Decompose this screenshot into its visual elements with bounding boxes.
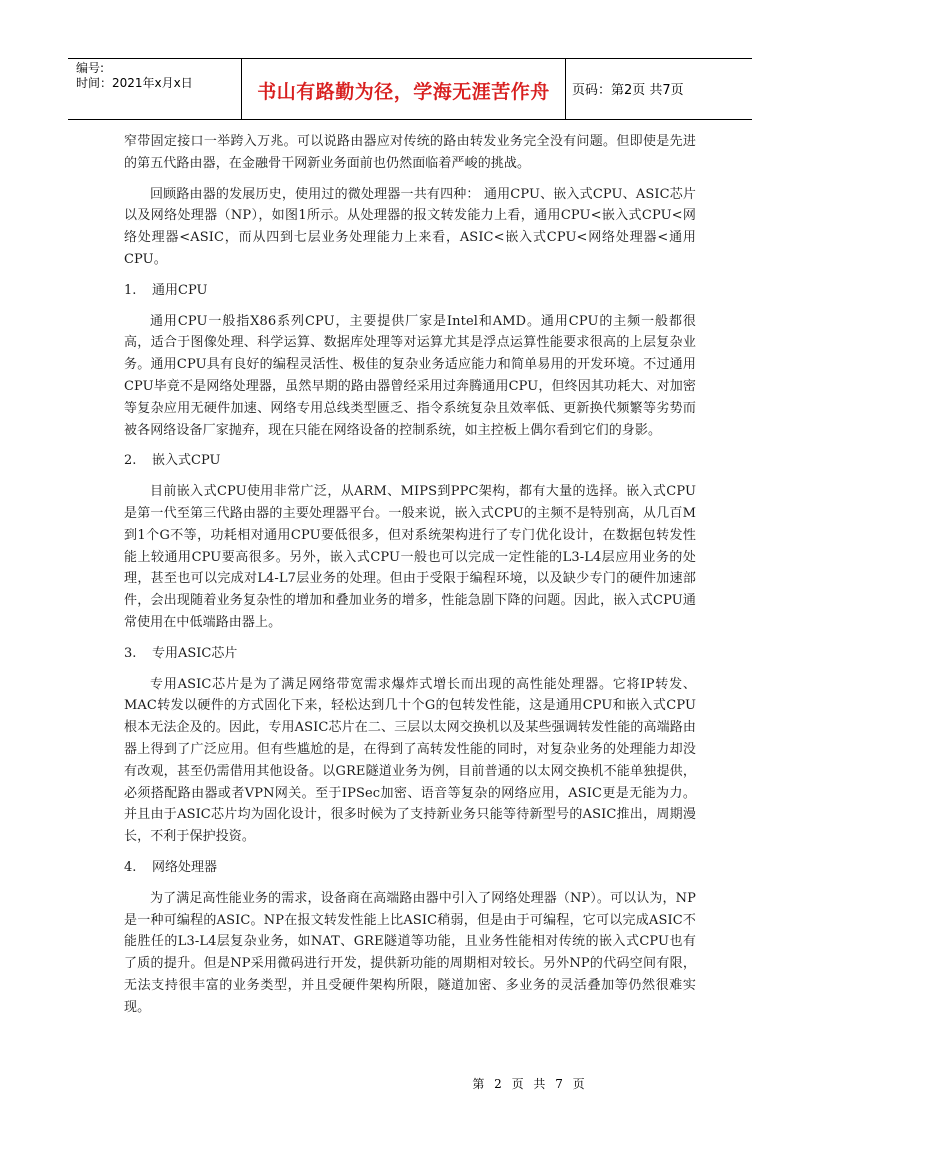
section-number: 4. <box>124 859 137 875</box>
body-paragraph: 目前嵌入式CPU使用非常广泛，从ARM、MIPS到PPC架构，都有大量的选择。嵌入式CPU是第一代至第三代路由器的主要处理器平台。一般来说，嵌入式CPU的主频不是特别高，从几百M到1个G不等，功耗相对通用CPU要低很多，但对系统架构进行了专门优化设计，在数据包转发性能上较通用CPU要高很多。另外，嵌入式CPU一般也可以完成一定性能的L3-L4层应用业务的处理，甚至也可以完成对L4-L7层业务的处理。但由于受限于编程环境，以及缺少专门的硬件加速部件，会出现随着业务复杂性的增加和叠加业务的增多，性能急剧下降的问题。因此，嵌入式CPU通常使用在中低端路由器上。 <box>124 484 696 630</box>
section-number: 1. <box>124 282 137 298</box>
section-title: 通用CPU <box>152 282 208 298</box>
body-paragraph: 回顾路由器的发展历史，使用过的微处理器一共有四种： 通用CPU、嵌入式CPU、ASIC芯片以及网络处理器（NP），如图1所示。从处理器的报文转发能力上看，通用CPU<嵌入式CPU<网络处理器<ASIC，而从四到七层业务处理能力上来看，ASIC<嵌入式CPU<网络处理器<通用CPU。 <box>124 186 696 267</box>
section-title: 网络处理器 <box>152 859 218 875</box>
page-footer: 第 2 页 共 7 页 <box>472 1077 588 1091</box>
body-paragraph: 为了满足高性能业务的需求，设备商在高端路由器中引入了网络处理器（NP）。可以认为，NP是一种可编程的ASIC。NP在报文转发性能上比ASIC稍弱，但是由于可编程，它可以完成ASIC不能胜任的L3-L4层复杂业务，如NAT、GRE隧道等功能，且业务性能相对传统的嵌入式CPU也有了质的提升。但是NP采用微码进行开发，提供新功能的周期相对较长。另外NP的代码空间有限，无法支持很丰富的业务类型，并且受硬件架构所限，隧道加密、多业务的灵活叠加等仍然很难实现。 <box>124 890 696 1015</box>
section-number: 3. <box>124 645 137 661</box>
body-paragraph: 通用CPU一般指X86系列CPU，主要提供厂家是Intel和AMD。通用CPU的主频一般都很高，适合于图像处理、科学运算、数据库处理等对运算尤其是浮点运算性能要求很高的上层复杂业务。通用CPU具有良好的编程灵活性、极佳的复杂业务适应能力和简单易用的开发环境。不过通用CPU毕竟不是网络处理器，虽然早期的路由器曾经采用过奔腾通用CPU，但终因其功耗大、对加密等复杂应用无硬件加速、网络专用总线类型匮乏、指令系统复杂且效率低、更新换代频繁等劣势而被各网络设备厂家抛弃，现在只能在网络设备的控制系统，如主控板上偶尔看到它们的身影。 <box>124 313 696 438</box>
section-heading <box>124 857 696 879</box>
header-meta <box>76 61 246 91</box>
document-number-label: 编号: <box>76 61 105 75</box>
header-page-number: 页码：第2页 共7页 <box>572 83 684 98</box>
section-title: 嵌入式CPU <box>152 453 221 469</box>
page-header <box>68 58 752 120</box>
body-paragraph: 专用ASIC芯片是为了满足网络带宽需求爆炸式增长而出现的高性能处理器。它将IP转发、MAC转发以硬件的方式固化下来，轻松达到几十个G的包转发性能，这是通用CPU和嵌入式CPU根本无法企及的。因此，专用ASIC芯片在二、三层以太网交换机以及某些强调转发性能的高端路由器上得到了广泛应用。但有些尴尬的是，在得到了高转发性能的同时，对复杂业务的处理能力却没有改观，甚至仍需借用其他设备。以GRE隧道业务为例，目前普通的以太网交换机不能单独提供，必须搭配路由器或者VPN网关。至于IPSec加密、语音等复杂的网络应用，ASIC更是无能为力。并且由于ASIC芯片均为固化设计，很多时候为了支持新业务只能等待新型号的ASIC推出，周期漫长，不利于保护投资。 <box>124 676 696 845</box>
document-body <box>124 131 696 1027</box>
section-title: 专用ASIC芯片 <box>152 645 238 661</box>
header-motto: 书山有路勤为径，学海无涯苦作舟 <box>257 81 550 103</box>
section-number: 2. <box>124 453 137 469</box>
body-paragraph: 窄带固定接口一举跨入万兆。可以说路由器应对传统的路由转发业务完全没有问题。但即使是先进的第五代路由器，在金融骨干网新业务面前也仍然面临着严峻的挑战。 <box>124 134 696 171</box>
document-time-label: 时间：2021年x月x日 <box>76 76 193 90</box>
section-heading <box>124 280 696 302</box>
section-heading <box>124 643 696 665</box>
section-heading <box>124 450 696 472</box>
header-divider <box>565 59 566 119</box>
